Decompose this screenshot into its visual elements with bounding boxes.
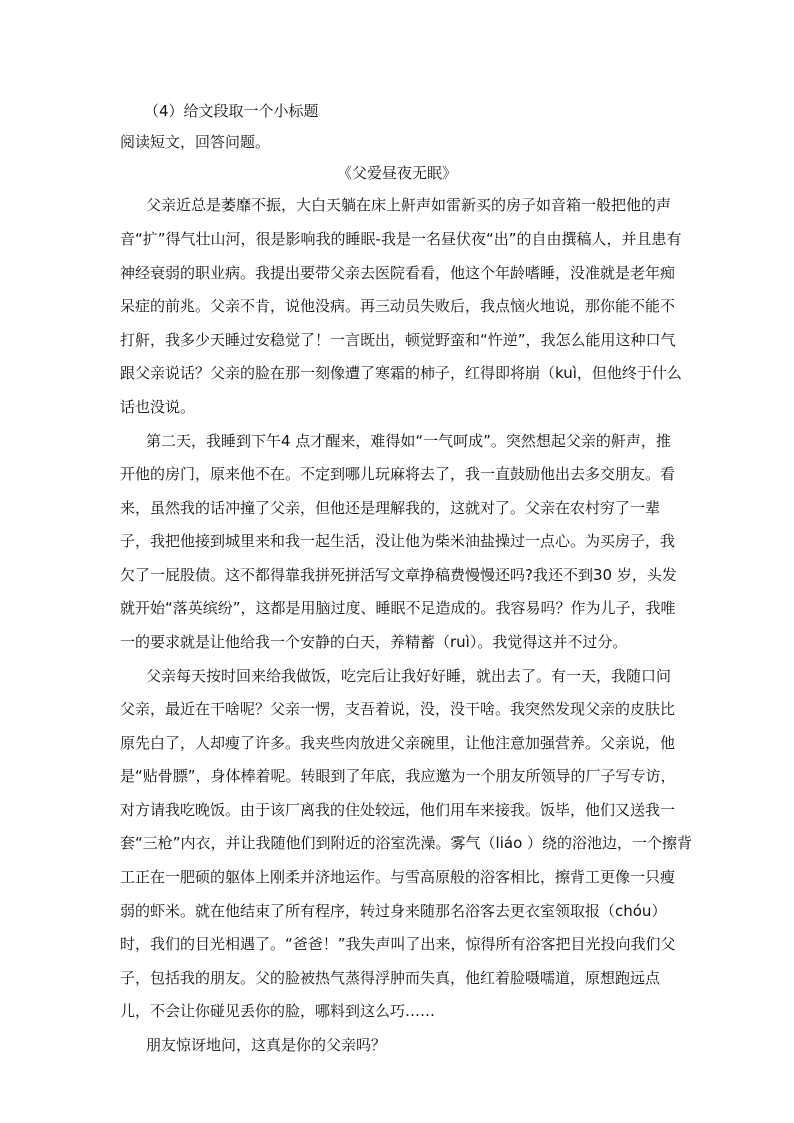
passage-line: 弱的虾米。就在他结束了所有程序，转过身来随那名浴客去更衣室领取报（chóu） [120, 902, 667, 920]
passage-line: 神经衰弱的职业病。我提出要带父亲去医院看看，他这个年龄嗜睡，没准就是老年痴 [120, 264, 676, 282]
passage-line: 套“三枪”内衣，并让我随他们到附近的浴室洗澡。雾气（liáo ）绕的浴池边，一个擦背 [120, 834, 693, 852]
passage-line: 音“扩”得气壮山河，很是影响我的睡眠-我是一名昼伏夜“出”的自由撰稿人，并且患有 [120, 230, 682, 248]
passage-line: 子，包括我的朋友。父的脸被热气蒸得浮肿而失真，他红着脸嗫嚅道，原想跑远点 [120, 969, 661, 987]
question-4: （4）给文段取一个小标题 [144, 102, 319, 120]
passage-line: 第二天，我睡到下午4 点才醒来，难得如“一气呵成”。突然想起父亲的鼾声，推 [146, 432, 671, 450]
reading-instruction: 阅读短文，回答问题。 [120, 133, 271, 151]
passage-line: 是“贴骨膘”，身体棒着呢。转眼到了年底，我应邀为一个朋友所领导的厂子写专访， [120, 767, 676, 785]
passage-line: 子，我把他接到城里来和我一起生活，没让他为柴米油盐操过一点心。为买房子，我 [120, 532, 676, 550]
passage-line: 来，虽然我的话冲撞了父亲，但他还是理解我的，这就对了。父亲在农村穷了一辈 [120, 499, 661, 517]
passage-line: 对方请我吃晚饭。由于该厂离我的住处较远，他们用车来接我。饭毕，他们又送我一 [120, 801, 676, 819]
passage-line: 父亲近总是萎靡不振，大白天躺在床上鼾声如雷新买的房子如音箱一般把他的声 [146, 196, 672, 214]
passage-line: 工正在一肥硕的躯体上刚柔并济地运作。与雪高原般的浴客相比，擦背工更像一只瘦 [120, 868, 676, 886]
passage-line: 就开始“落英缤纷”，这都是用脑过度、睡眠不足造成的。我容易吗？作为儿子，我唯 [120, 599, 676, 617]
passage-line: 原先白了，人却瘦了许多。我夹些肉放进父亲碗里，让他注意加强营养。父亲说，他 [120, 734, 676, 752]
passage-line: 跟父亲说话？父亲的脸在那一刻像遭了寒霜的柿子，红得即将崩（kuì，但他终于什么 [120, 364, 682, 382]
passage-line: 话也没说。 [120, 398, 196, 416]
passage-line: 父亲每天按时回来给我做饭，吃完后让我好好睡，就出去了。有一天，我随口问 [146, 667, 672, 685]
passage-line: 儿，不会让你碰见丢你的脸，哪料到这么巧…… [120, 1002, 436, 1020]
passage-line: 一的要求就是让他给我一个安静的白天，养精蓄（ruì）。我觉得这并不过分。 [120, 633, 628, 651]
passage-line: 开他的房门，原来他不在。不定到哪儿玩麻将去了，我一直鼓励他出去多交朋友。看 [120, 465, 676, 483]
passage-line: 朋友惊讶地问，这真是你的父亲吗？ [146, 1036, 387, 1054]
passage-title: 《父爱昼夜无眠》 [336, 164, 457, 182]
passage-line: 欠了一屁股债。这不都得靠我拼死拼活写文章挣稿费慢慢还吗?我还不到30 岁，头发 [120, 566, 677, 584]
passage-line: 打鼾，我多少天睡过安稳觉了！一言既出，顿觉野蛮和“忤逆”，我怎么能用这种口气 [120, 331, 676, 349]
passage-line: 呆症的前兆。父亲不肯，说他没病。再三动员失败后，我点恼火地说，那你能不能不 [120, 297, 676, 315]
passage-line: 父亲，最近在干啥呢？父亲一愣，支吾着说，没，没干啥。我突然发现父亲的皮肤比 [120, 700, 676, 718]
passage-line: 时，我们的目光相遇了。“爸爸！”我失声叫了出来，惊得所有浴客把目光投向我们父 [120, 935, 676, 953]
